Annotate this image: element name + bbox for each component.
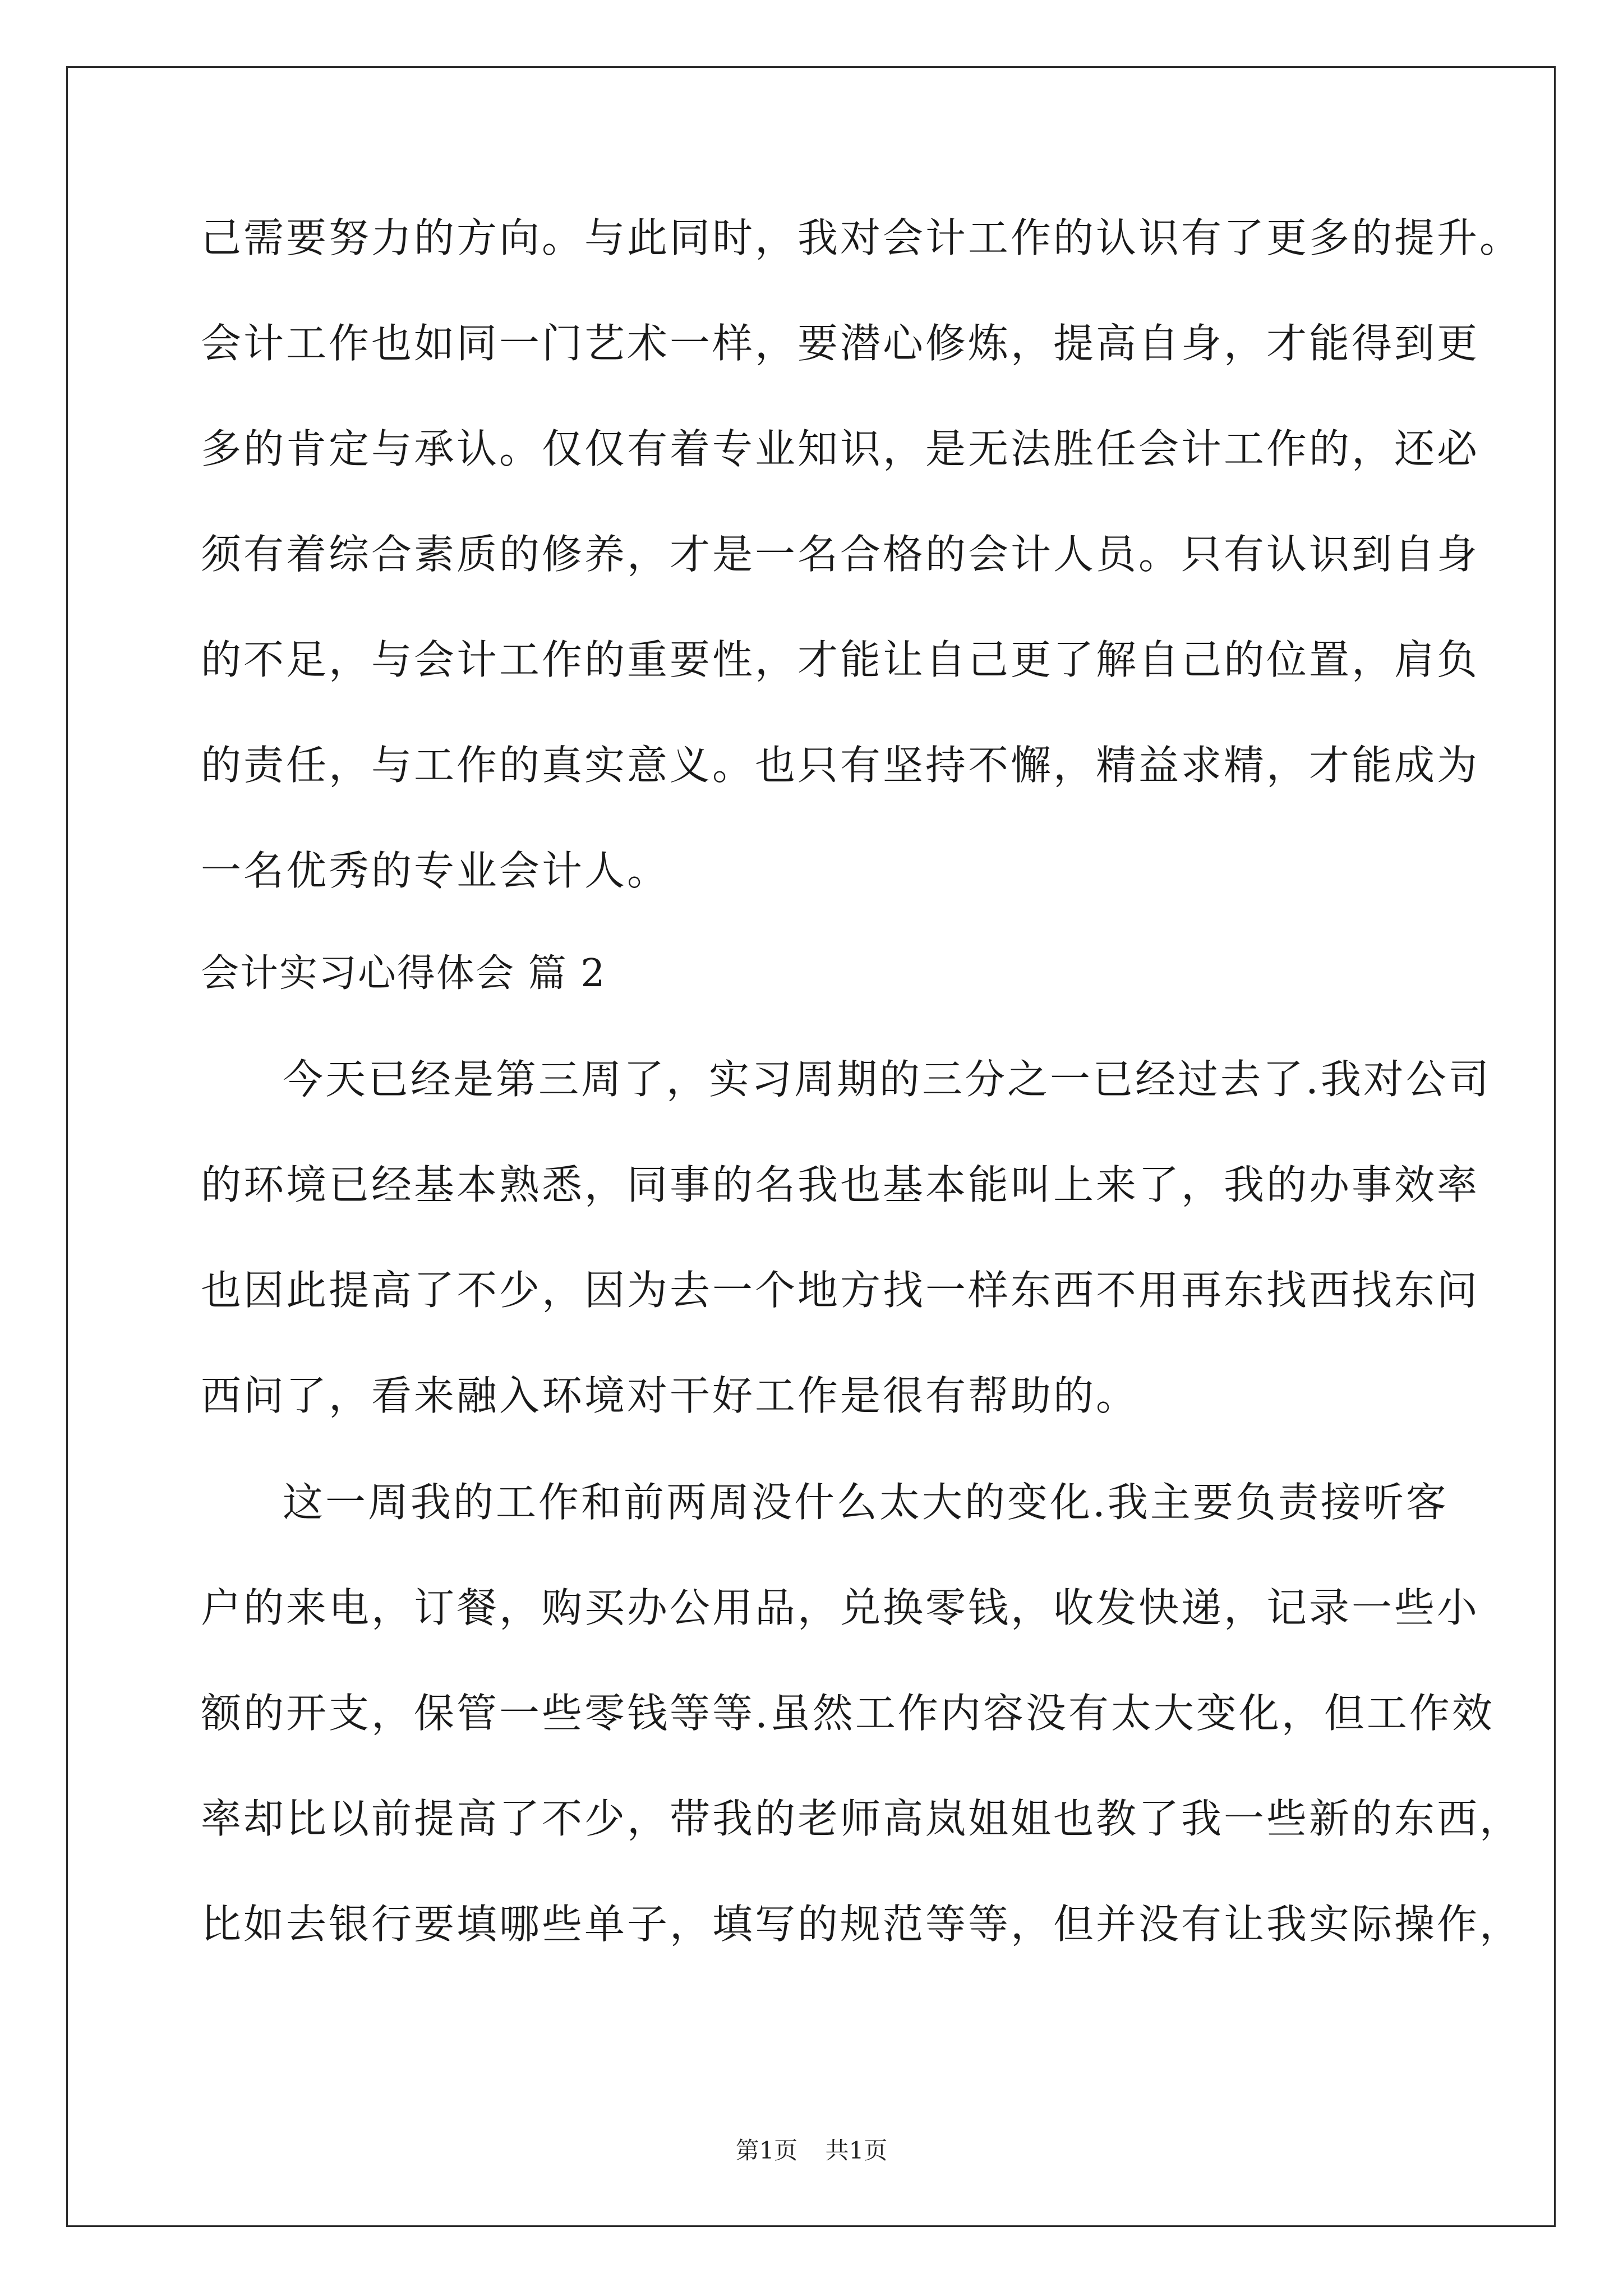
paragraph-line: 额的开支，保管一些零钱等等.虽然工作内容没有太大变化，但工作效 xyxy=(201,1690,1495,1737)
paragraph-line: 须有着综合素质的修养，才是一名合格的会计人员。只有认识到自身 xyxy=(201,531,1480,578)
paragraph-line: 己需要努力的方向。与此同时，我对会计工作的认识有了更多的提升。 xyxy=(201,214,1523,261)
paragraph-line: 的环境已经基本熟悉，同事的名我也基本能叫上来了，我的办事效率 xyxy=(201,1161,1480,1208)
paragraph-line: 的责任，与工作的真实意义。也只有坚持不懈，精益求精，才能成为 xyxy=(201,742,1480,789)
page-footer xyxy=(0,2135,1623,2166)
paragraph-line: 比如去银行要填哪些单子，填写的规范等等，但并没有让我实际操作， xyxy=(201,1901,1523,1948)
paragraph-line: 西问了，看来融入环境对干好工作是很有帮助的。 xyxy=(201,1372,1139,1419)
paragraph-line: 户的来电，订餐，购买办公用品，兑换零钱，收发快递，记录一些小 xyxy=(201,1584,1480,1631)
page-number: 第1页 xyxy=(735,2137,798,2164)
paragraph-line: 率却比以前提高了不少，带我的老师高岚姐姐也教了我一些新的东西， xyxy=(201,1795,1523,1842)
paragraph-line: 会计工作也如同一门艺术一样，要潜心修炼，提高自身，才能得到更 xyxy=(201,320,1480,367)
paragraph-line: 也因此提高了不少，因为去一个地方找一样东西不用再东找西找东问 xyxy=(201,1267,1480,1314)
paragraph-line: 多的肯定与承认。仅仅有着专业知识，是无法胜任会计工作的，还必 xyxy=(201,425,1480,472)
paragraph-line: 这一周我的工作和前两周没什么太大的变化.我主要负责接听客 xyxy=(283,1479,1449,1526)
page-total: 共1页 xyxy=(825,2137,888,2164)
section-heading: 会计实习心得体会 篇 2 xyxy=(201,951,606,996)
paragraph-line: 今天已经是第三周了，实习周期的三分之一已经过去了.我对公司 xyxy=(283,1056,1491,1103)
paragraph-line: 一名优秀的专业会计人。 xyxy=(201,847,670,894)
paragraph-line: 的不足，与会计工作的重要性，才能让自己更了解自己的位置，肩负 xyxy=(201,636,1480,683)
